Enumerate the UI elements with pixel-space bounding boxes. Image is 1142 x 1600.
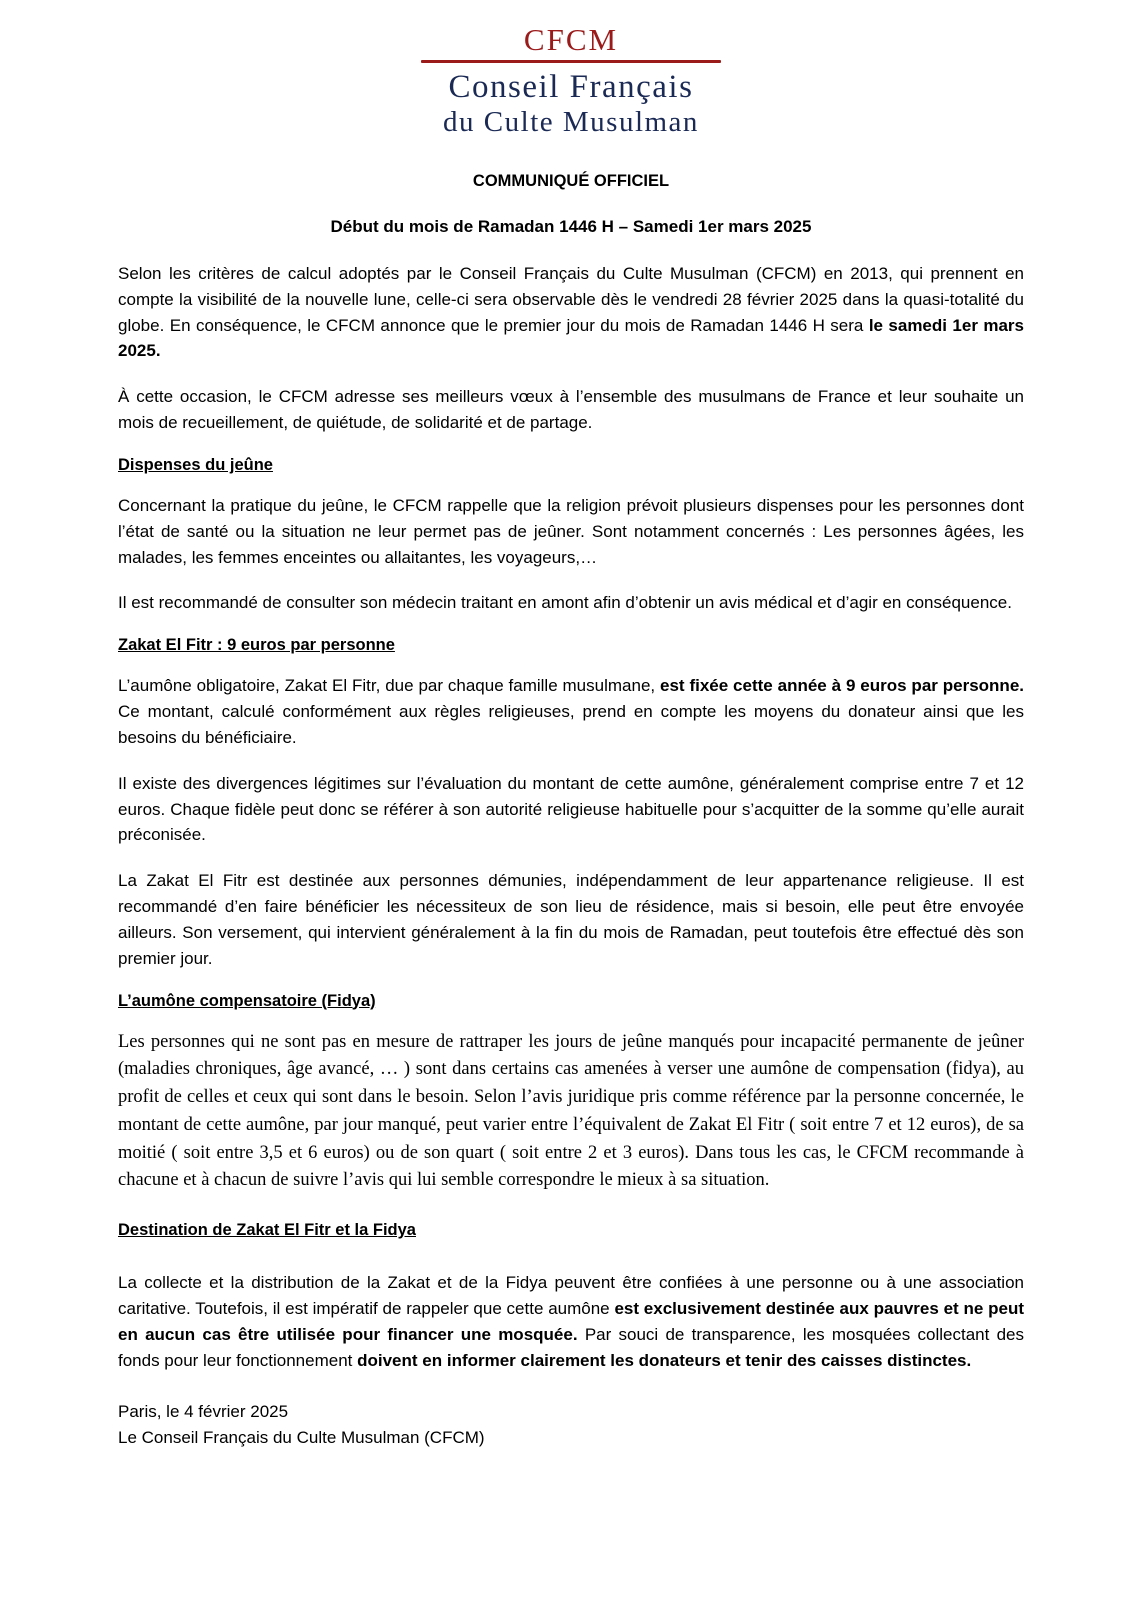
paragraph-zakat-2: Il existe des divergences légitimes sur l’évaluation du montant de cette aumône, généralement comprise entre 7 et 12 euros. Chaque fidèle peut donc se référer à son autorité religieuse habituelle pour s’acquitter de la somme qu’elle aurait préconisée. bbox=[118, 773, 1024, 845]
paragraph-zakat-1 bbox=[118, 673, 1024, 750]
organization-name-line-2: du Culte Musulman bbox=[443, 105, 699, 138]
section-heading-fidya: L’aumône compensatoire (Fidya) bbox=[118, 991, 376, 1010]
section-heading-dispenses: Dispenses du jeûne bbox=[118, 455, 273, 474]
signoff-place-date: Paris, le 4 février 2025 bbox=[118, 1402, 289, 1422]
paragraph-fidya-1: Les personnes qui ne sont pas en mesure de rattraper les jours de jeûne manqués pour incapacité permanente de jeûner (maladies chroniques, âge avancé, … ) sont dans certains cas amenées à verser une aumône de compensation (fidya), au profit de celles et ceux qui sont dans le besoin. Selon l’avis juridique pris comme référence par la personne concernée, le montant de cette aumône, par jour manqué, peut varier entre l’équivalent de Zakat El Fitr ( soit entre 7 et 12 euros), de sa moitié ( soit entre 3,5 et 6 euros) ou de son quart ( soit entre 2 et 3 euros). Dans tous les cas, le CFCM recommande à chacune et à chacun de suivre l’avis qui lui semble correspondre le mieux à sa situation. bbox=[118, 1031, 1024, 1191]
organization-name-line-1: Conseil Français bbox=[448, 68, 694, 105]
section-heading-destination: Destination de Zakat El Fitr et la Fidya bbox=[118, 1221, 416, 1240]
logo-acronym: CFCM bbox=[523, 22, 619, 57]
paragraph-destination-emphasis-2: doivent en informer clairement les donateurs et tenir des caisses distinctes. bbox=[357, 1350, 972, 1370]
paragraph-intro-b: À cette occasion, le CFCM adresse ses meilleurs vœux à l’ensemble des musulmans de France et leur souhaite un mois de recueillement, de quiétude, de solidarité et de partage. bbox=[118, 387, 1024, 433]
document-kicker: COMMUNIQUÉ OFFICIEL bbox=[472, 171, 670, 190]
paragraph-zakat-1-text-b: Ce montant, calculé conformément aux règles religieuses, prend en compte les moyens du donateur ainsi que les besoins du bénéficiaire. bbox=[118, 702, 1024, 747]
page-title: Début du mois de Ramadan 1446 H – Samedi 1er mars 2025 bbox=[330, 216, 812, 236]
paragraph-intro-a-text: Selon les critères de calcul adoptés par le Conseil Français du Culte Musulman (CFCM) en 2013, qui prennent en compte la visibilité de la nouvelle lune, celle-ci sera observable dès le vendredi 28 février 2025 dans la quasi-totalité du globe. En conséquence, le CFCM annonce que le premier jour du mois de Ramadan 1446 H sera bbox=[118, 263, 1024, 335]
letterhead bbox=[118, 24, 1024, 138]
paragraph-dispenses-1: Concernant la pratique du jeûne, le CFCM rappelle que la religion prévoit plusieurs dispenses pour les personnes dont l’état de santé ou la situation ne leur permet pas de jeûner. Sont notamment concernés : Les personnes âgées, les malades, les femmes enceintes ou allaitantes, les voyageurs,… bbox=[118, 495, 1024, 567]
paragraph-zakat-1-emphasis: est fixée cette année à 9 euros par personne. bbox=[660, 676, 1024, 696]
section-heading-zakat: Zakat El Fitr : 9 euros par personne bbox=[118, 636, 395, 655]
paragraph-intro-a bbox=[118, 261, 1024, 364]
paragraph-zakat-1-text-a: L’aumône obligatoire, Zakat El Fitr, due par chaque famille musulmane, bbox=[118, 676, 660, 696]
paragraph-dispenses-2: Il est recommandé de consulter son médecin traitant en amont afin d’obtenir un avis médical et d’agir en conséquence. bbox=[118, 593, 1012, 613]
paragraph-destination-text-b: Par souci de transparence, les mosquées collectant des fonds pour leur fonctionnement bbox=[118, 1324, 1024, 1370]
paragraph-destination-text-a: La collecte et la distribution de la Zakat et de la Fidya peuvent être confiées à une personne ou à une association caritative. Toutefois, il est impératif de rappeler que cette aumône bbox=[118, 1273, 1024, 1318]
signoff-signer: Le Conseil Français du Culte Musulman (CFCM) bbox=[118, 1427, 485, 1447]
paragraph-destination-emphasis-1: est exclusivement destinée aux pauvres et ne peut en aucun cas être utilisée pour financer une mosquée. bbox=[118, 1298, 1024, 1344]
letterhead-divider bbox=[421, 60, 721, 63]
signoff-block bbox=[118, 1399, 1024, 1450]
paragraph-zakat-3: La Zakat El Fitr est destinée aux personnes démunies, indépendamment de leur appartenance religieuse. Il est recommandé d’en faire bénéficier les nécessiteux de son lieu de résidence, mais si besoin, elle peut être envoyée ailleurs. Son versement, qui intervient généralement à la fin du mois de Ramadan, peut toutefois être effectué dès son premier jour. bbox=[118, 871, 1024, 968]
paragraph-intro-a-emphasis: le samedi 1er mars 2025. bbox=[118, 315, 1024, 361]
paragraph-destination bbox=[118, 1270, 1024, 1373]
